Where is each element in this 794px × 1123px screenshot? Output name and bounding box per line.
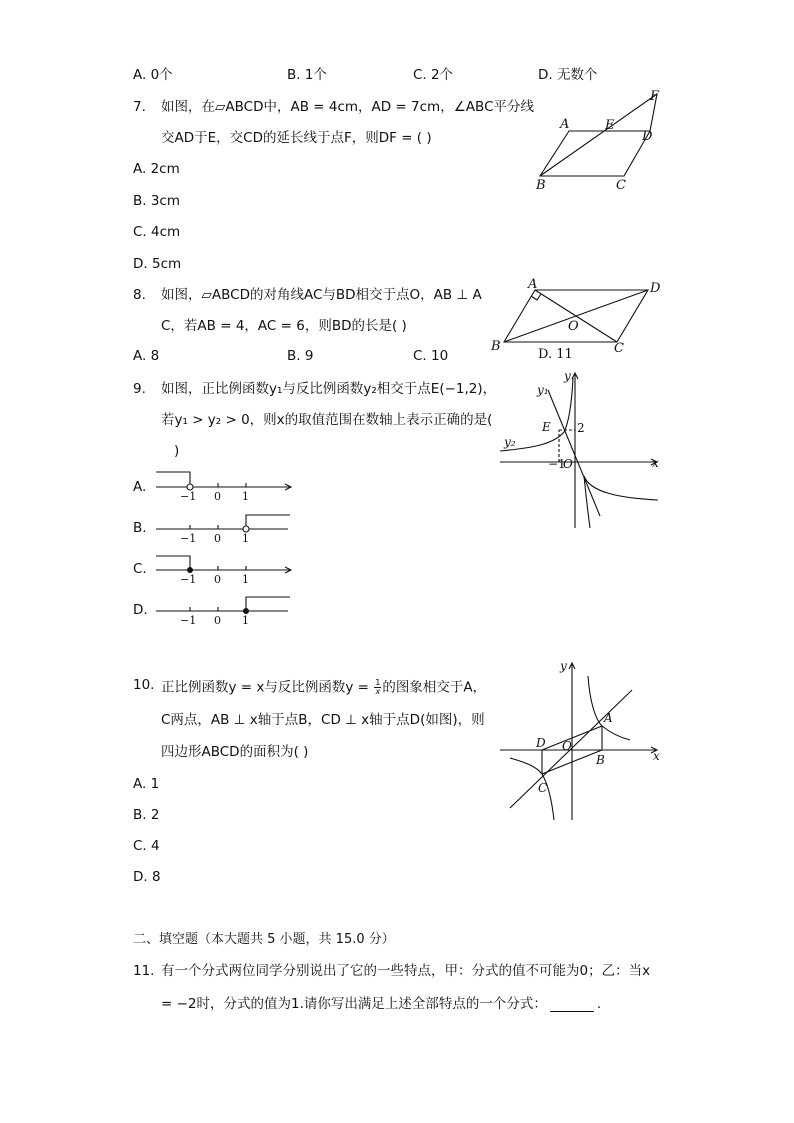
q9-stem-line3: ) bbox=[174, 443, 180, 459]
q9-label-x: x bbox=[652, 456, 659, 470]
q10-stem-line1 bbox=[161, 679, 486, 696]
q9-d-tick-1: 1 bbox=[242, 614, 249, 627]
q7-option-b: B. 3cm bbox=[133, 193, 181, 209]
q8-label-d: D bbox=[650, 281, 661, 296]
q10-stem-line1a: 正比例函数y = x与反比例函数y = bbox=[161, 679, 374, 696]
q7-option-c: C. 4cm bbox=[133, 224, 181, 240]
q6-option-a: A. 0个 bbox=[133, 67, 173, 83]
q8-option-a: A. 8 bbox=[133, 348, 160, 364]
q10-frac-num: 1 bbox=[375, 678, 381, 687]
q9-a-tick-neg1: −1 bbox=[180, 490, 197, 503]
q9-label-2: 2 bbox=[577, 421, 585, 435]
q9-option-b-label: B. bbox=[133, 520, 147, 536]
q10-label-a: A bbox=[604, 711, 613, 725]
q10-frac-den: x bbox=[375, 687, 381, 696]
q7-number: 7. bbox=[133, 99, 146, 115]
q9-number: 9. bbox=[133, 381, 146, 397]
q8-label-o: O bbox=[568, 319, 579, 334]
q9-option-d-number-line bbox=[150, 592, 300, 628]
q9-label-y2: y₂ bbox=[504, 435, 516, 449]
q11-stem-line2b: . bbox=[596, 996, 602, 1012]
q8-parallelogram-figure bbox=[488, 278, 673, 360]
q9-option-c-number-line bbox=[150, 551, 300, 587]
q7-option-d: D. 5cm bbox=[133, 256, 182, 272]
q9-option-a-number-line bbox=[150, 466, 300, 502]
q11-answer-blank[interactable] bbox=[550, 999, 594, 1012]
q9-c-tick-1: 1 bbox=[242, 573, 249, 586]
q10-option-b: B. 2 bbox=[133, 807, 160, 823]
q7-stem-line2: 交AD于E，交CD的延长线于点F，则DF = ( ) bbox=[161, 130, 432, 146]
q10-label-b: B bbox=[596, 753, 605, 767]
q6-option-b: B. 1个 bbox=[287, 67, 327, 83]
q8-number: 8. bbox=[133, 287, 146, 303]
q8-label-b: B bbox=[491, 339, 501, 354]
q9-d-tick-neg1: −1 bbox=[180, 614, 197, 627]
q9-d-tick-0: 0 bbox=[214, 614, 221, 627]
q9-label-e: E bbox=[542, 420, 551, 434]
q9-b-tick-0: 0 bbox=[214, 532, 221, 545]
q11-stem-line2a: = −2时，分式的值为1.请你写出满足上述全部特点的一个分式： bbox=[161, 996, 547, 1012]
q9-b-tick-1: 1 bbox=[242, 532, 249, 545]
q11-stem-line2 bbox=[161, 998, 601, 1012]
q10-label-c: C bbox=[538, 781, 548, 795]
q7-label-f: F bbox=[650, 89, 660, 104]
q10-stem-line3: 四边形ABCD的面积为( ) bbox=[161, 744, 309, 760]
q10-stem-line1b: 的图象相交于A， bbox=[382, 679, 487, 696]
q9-label-o: O bbox=[563, 457, 573, 471]
q10-label-o: O bbox=[562, 739, 572, 753]
q10-label-d: D bbox=[536, 736, 546, 750]
q6-option-d: D. 无数个 bbox=[538, 67, 598, 83]
q10-stem-line2: C两点，AB ⊥ x轴于点B，CD ⊥ x轴于点D(如图)，则 bbox=[161, 712, 485, 728]
q7-parallelogram-figure bbox=[530, 88, 670, 198]
q9-option-d-label: D. bbox=[133, 602, 148, 618]
q9-c-tick-0: 0 bbox=[214, 573, 221, 586]
q10-number: 10. bbox=[133, 677, 155, 693]
q9-b-tick-neg1: −1 bbox=[180, 532, 197, 545]
q9-a-tick-0: 0 bbox=[214, 490, 221, 503]
q7-label-b: B bbox=[536, 178, 546, 193]
q9-option-b-number-line bbox=[150, 510, 300, 546]
q8-option-d: D. 11 bbox=[538, 347, 573, 362]
q7-option-a: A. 2cm bbox=[133, 161, 180, 177]
q7-label-c: C bbox=[616, 178, 626, 193]
q10-label-x: x bbox=[653, 749, 660, 763]
section-2-title: 二、填空题（本大题共 5 小题，共 15.0 分） bbox=[133, 932, 395, 947]
q8-label-c: C bbox=[614, 341, 624, 356]
q10-option-a: A. 1 bbox=[133, 776, 160, 792]
q9-label-minus1: −1 bbox=[548, 457, 566, 471]
q8-option-c: C. 10 bbox=[413, 348, 449, 364]
q10-option-c: C. 4 bbox=[133, 838, 160, 854]
q9-function-graph bbox=[498, 368, 668, 533]
q9-stem-line1: 如图，正比例函数y₁与反比例函数y₂相交于点E(−1,2)， bbox=[161, 381, 497, 397]
q7-stem-line1: 如图，在▱ABCD中，AB = 4cm，AD = 7cm，∠ABC平分线 bbox=[161, 99, 534, 115]
q8-option-b: B. 9 bbox=[287, 348, 314, 364]
q9-option-c-label: C. bbox=[133, 561, 147, 577]
q7-label-e: E bbox=[605, 118, 615, 133]
q9-a-tick-1: 1 bbox=[242, 490, 249, 503]
q10-fraction bbox=[374, 679, 381, 696]
q9-stem-line2: 若y₁ > y₂ > 0，则x的取值范围在数轴上表示正确的是( bbox=[161, 412, 493, 428]
q10-label-y: y bbox=[560, 659, 567, 673]
q9-c-tick-neg1: −1 bbox=[180, 573, 197, 586]
q9-option-a-label: A. bbox=[133, 479, 147, 495]
q7-label-d: D bbox=[642, 129, 653, 144]
q10-function-graph bbox=[496, 658, 668, 824]
q6-option-c: C. 2个 bbox=[413, 67, 454, 83]
q8-stem-line2: C，若AB = 4，AC = 6，则BD的长是( ) bbox=[161, 318, 407, 334]
q9-label-y1: y₁ bbox=[537, 383, 549, 397]
q8-stem-line1: 如图，▱ABCD的对角线AC与BD相交于点O，AB ⊥ A bbox=[161, 287, 482, 303]
q7-label-a: A bbox=[560, 117, 570, 132]
q11-stem-line1: 有一个分式两位同学分别说出了它的一些特点，甲：分式的值不可能为0；乙：当x bbox=[161, 963, 651, 979]
q9-label-y: y bbox=[564, 369, 571, 383]
q11-number: 11. bbox=[133, 963, 155, 979]
q8-label-a: A bbox=[528, 277, 538, 292]
q10-option-d: D. 8 bbox=[133, 869, 161, 885]
